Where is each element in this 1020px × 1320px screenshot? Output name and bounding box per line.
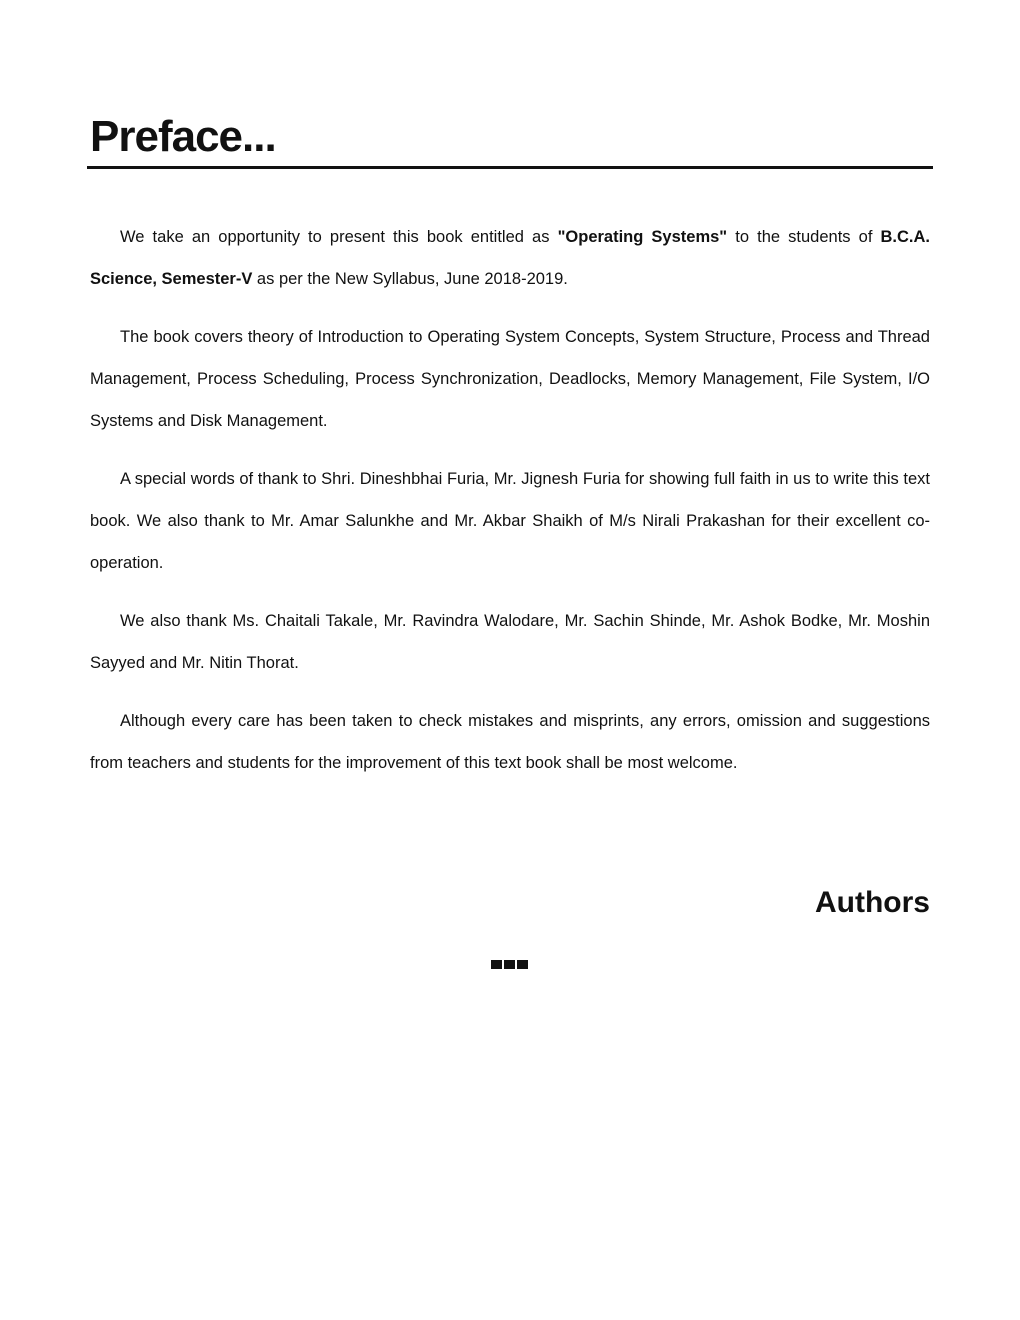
page-title: Preface... (90, 112, 276, 161)
text: as per the New Syllabus, June 2018-2019. (252, 270, 568, 288)
paragraph-thanks: A special words of thank to Shri. Dineshbhai Furia, Mr. Jignesh Furia for showing full faith in us to write this text book. We also thank to Mr. Amar Salunkhe and Mr. Akbar Shaikh of M/s Nirali Prakashan for their excellent co-operation. (90, 470, 930, 572)
end-mark-icon (491, 960, 528, 969)
paragraph-contents: The book covers theory of Introduction to Operating System Concepts, System Structure, Process and Thread Management, Process Scheduling, Process Synchronization, Deadlocks, Memory Management, File System, I/O Systems and Disk Management. (90, 328, 930, 430)
paragraph-errata: Although every care has been taken to check mistakes and misprints, any errors, omission and suggestions from teachers and students for the improvement of this text book shall be most welcome. (90, 712, 930, 772)
preface-body (90, 216, 930, 800)
title-divider (87, 166, 933, 169)
paragraph-thanks-more: We also thank Ms. Chaitali Takale, Mr. Ravindra Walodare, Mr. Sachin Shinde, Mr. Ashok Bodke, Mr. Moshin Sayyed and Mr. Nitin Thorat. (90, 612, 930, 672)
text: We take an opportunity to present this book entitled as (120, 228, 558, 246)
paragraph-intro (90, 216, 930, 300)
authors-signature: Authors (815, 886, 930, 919)
text: to the students of (727, 228, 881, 246)
course-name: B.C.A. Science, Semester-V (90, 228, 931, 288)
book-title: "Operating Systems" (557, 228, 728, 246)
